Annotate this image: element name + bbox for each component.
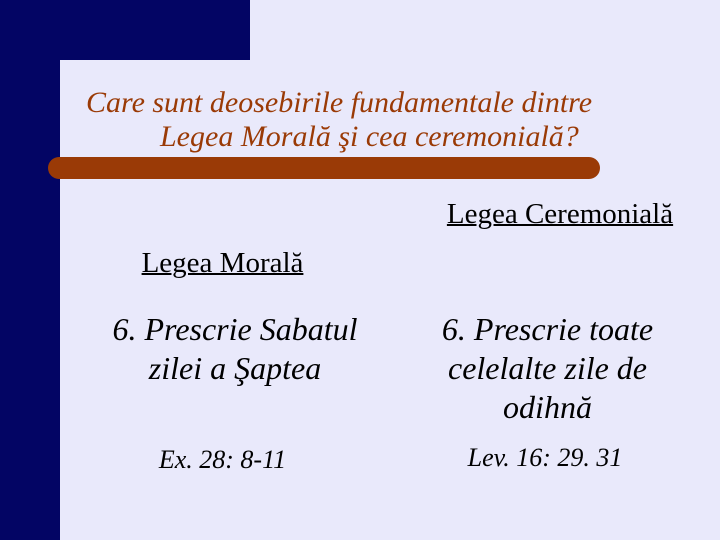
moral-law-point: 6. Prescrie Sabatul zilei a Şaptea bbox=[112, 311, 358, 386]
title-line-1: Care sunt deosebirile fundamentale dintre bbox=[86, 86, 593, 119]
ceremonial-law-reference: Lev. 16: 29. 31 bbox=[467, 443, 623, 472]
column-heading-moral-law: Legea Morală bbox=[141, 247, 304, 279]
column-heading-ceremonial-law: Legea Ceremonială bbox=[446, 198, 674, 230]
title-divider-bar bbox=[48, 157, 600, 179]
slide-title bbox=[86, 86, 706, 154]
top-frame-block bbox=[0, 0, 250, 60]
title-line-2: Legea Morală şi cea ceremonială? bbox=[160, 120, 579, 153]
ceremonial-law-point: 6. Prescrie toate celelalte zile de odihnă bbox=[441, 311, 654, 425]
left-frame-bar bbox=[0, 0, 60, 540]
moral-law-reference: Ex. 28: 8-11 bbox=[158, 445, 287, 474]
